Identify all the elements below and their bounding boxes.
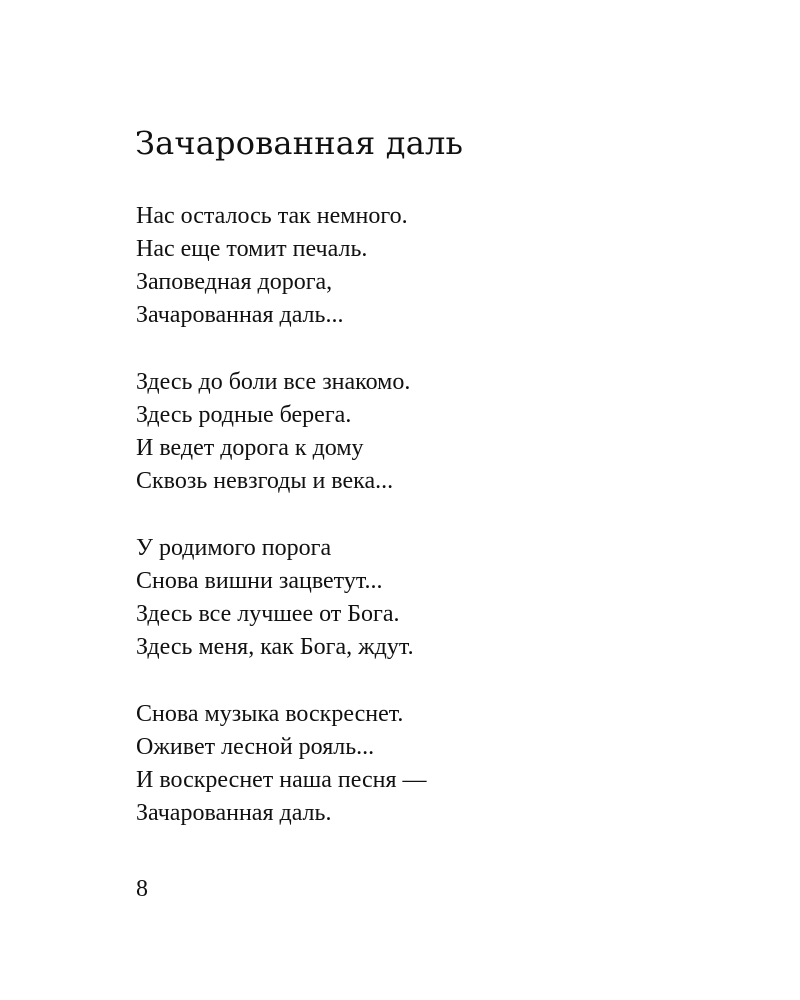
poem-line: Снова музыка воскреснет.: [136, 701, 404, 727]
poem-line: Заповедная дорога,: [136, 269, 333, 295]
stanza-3: [136, 532, 696, 664]
poem-line: Нас еще томит печаль.: [136, 236, 368, 262]
poem-body: [136, 200, 696, 864]
poem-line: Снова вишни зацветут...: [136, 568, 383, 594]
stanza-4: [136, 698, 696, 830]
poem-line: Здесь все лучшее от Бога.: [136, 601, 400, 627]
poem-line: И ведет дорога к дому: [136, 435, 364, 461]
poem-title: Зачарованная даль: [135, 124, 464, 162]
poem-line: У родимого порога: [136, 535, 332, 561]
poem-line: Здесь до боли все знакомо.: [136, 369, 411, 395]
poem-line: Зачарованная даль.: [136, 800, 332, 826]
poem-line: Здесь меня, как Бога, ждут.: [136, 634, 414, 660]
stanza-2: [136, 366, 696, 498]
page-number: 8: [136, 876, 148, 902]
poem-line: Здесь родные берега.: [136, 402, 352, 428]
poem-line: И воскреснет наша песня —: [136, 767, 427, 793]
poem-line: Зачарованная даль...: [136, 302, 344, 328]
stanza-1: [136, 200, 696, 332]
poem-line: Оживет лесной рояль...: [136, 734, 375, 760]
poem-line: Нас осталось так немного.: [136, 203, 408, 229]
poem-line: Сквозь невзгоды и века...: [136, 468, 394, 494]
